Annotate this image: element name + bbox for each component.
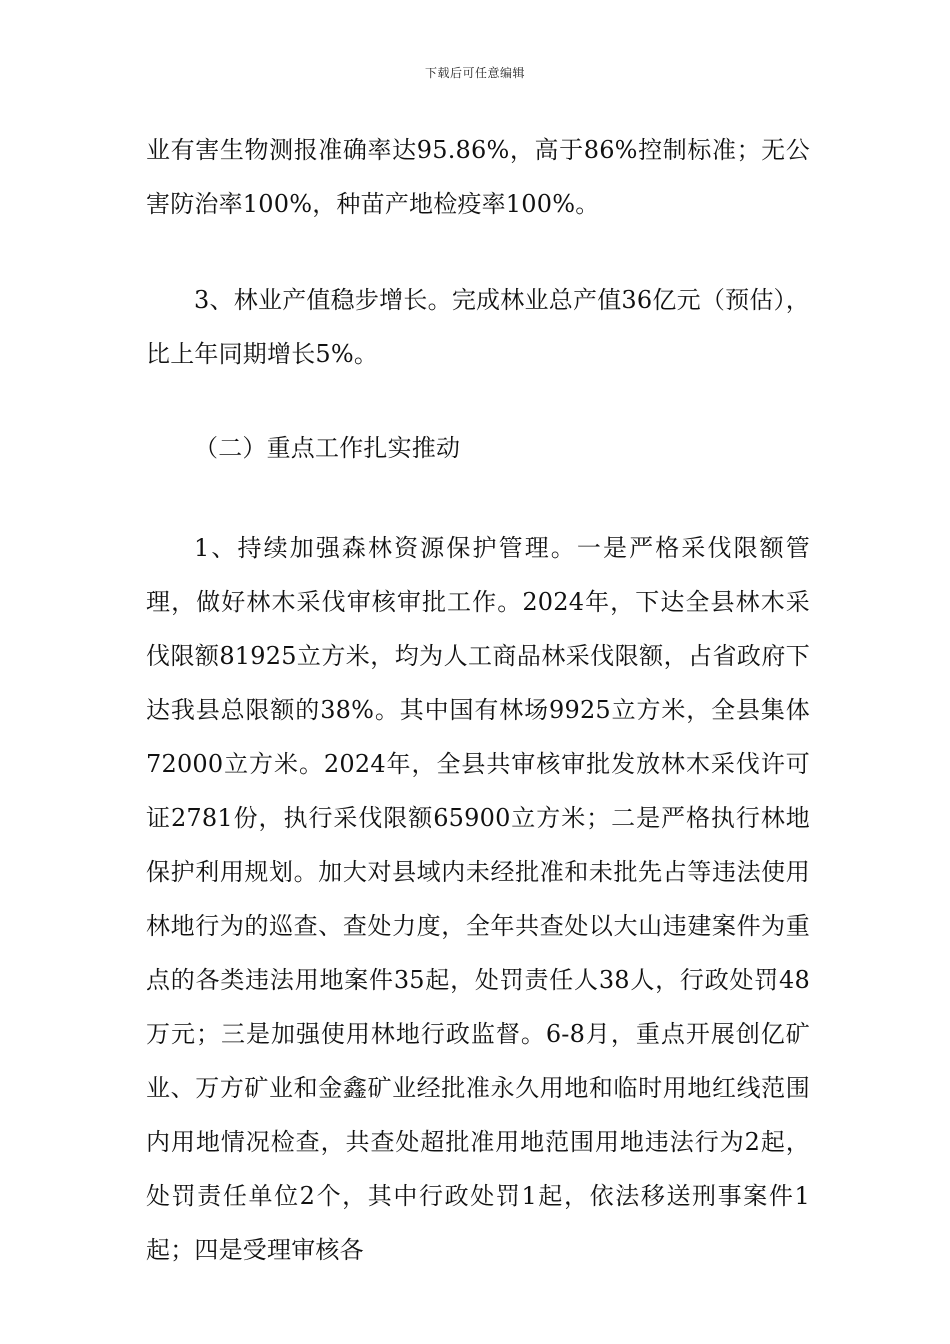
section-heading-key-work: （二）重点工作扎实推动: [194, 434, 461, 462]
page-header: 下载后可任意编辑: [424, 66, 525, 80]
paragraph-forestry-output: 3、林业产值稳步增长。完成林业总产值36亿元（预估），比上年同期增长5%。: [146, 286, 810, 368]
paragraph-forest-protection: 1、持续加强森林资源保护管理。一是严格采伐限额管理，做好林木采伐审核审批工作。2024年，下达全县林木采伐限额81925立方米，均为人工商品林采伐限额，占省政府下达我县总限额的38%。其中国有林场9925立方米，全县集体72000立方米。2024年，全县共审核审批发放林木采伐许可证2781份，执行采伐限额65900立方米；二是严格执行林地保护利用规划。加大对县域内未经批准和未批先占等违法使用林地行为的巡查、查处力度，全年共查处以大山违建案件为重点的各类违法用地案件35起，处罚责任人38人，行政处罚48万元；三是加强使用林地行政监督。6-8月，重点开展创亿矿业、万方矿业和金鑫矿业经批准永久用地和临时用地红线范围内用地情况检查，共查处超批准用地范围用地违法行为2起，处罚责任单位2个，其中行政处罚1起，依法移送刑事案件1起；四是受理审核各: [146, 534, 810, 1264]
paragraph-pest-control-stats: 业有害生物测报准确率达95.86%，高于86%控制标准；无公害防治率100%，种苗产地检疫率100%。: [146, 136, 810, 218]
